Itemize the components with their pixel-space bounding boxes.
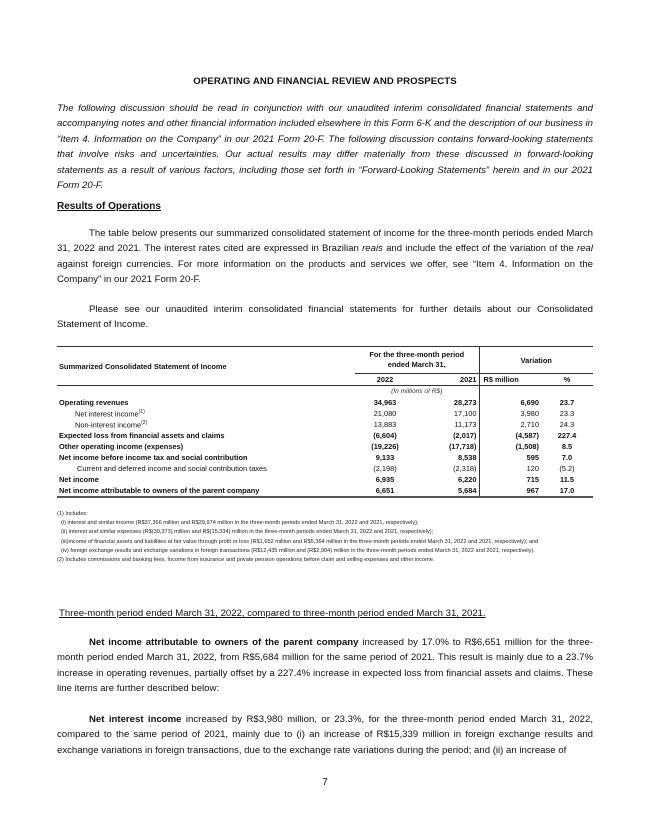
net-income-paragraph [57, 635, 593, 697]
text-run: increased by 17.0% to R$6,651 million for the three-month period ended March 31, 2022, from R$5,684 million for the same period of 2021. This result is mainly due to a 23.7% increase in operating revenues, partially offset by a 227.4% increase in expected loss from financial assets and claims. These line items are further described below: [57, 637, 593, 695]
row-label: Net income before income tax and social contribution [59, 453, 248, 462]
row-label-text: Net interest income [75, 409, 139, 419]
variation-value: 6,690 [479, 397, 541, 408]
value-2021: (2,017) [453, 431, 477, 440]
value-2021: 8,538 [458, 453, 477, 462]
table-footnotes [57, 510, 597, 565]
value-2021: 11,173 [454, 420, 477, 429]
net-interest-income-paragraph [57, 712, 593, 758]
value-2022: 9,133 [375, 453, 395, 462]
page-number: 7 [322, 777, 328, 788]
text-run: The table below presents our summarized consolidated statement of income for the three-month periods ended March 31, 2022 and 2021. The interest rates cited are expressed in Brazilian [57, 228, 593, 255]
variation-pct: 24.3 [559, 420, 575, 429]
row-label: Net income attributable to owners of the parent company [57, 485, 355, 497]
variation-pct: 17.0 [541, 485, 593, 497]
variation-value: 595 [479, 452, 541, 463]
value-2021: (2,318) [453, 464, 477, 473]
text-run: increased by R$3,980 million, or 23.3%, for the three-month period ended March 31, 2022, compared to the same period of 2021, mainly due to (i) an increase of R$15,339 million in foreign exchange results and exchange variations in foreign transactions, due to the exchange rate variations during the period; and (ii) an increase of [57, 714, 593, 756]
text-run: and include the effect of the variation of the [382, 243, 577, 255]
table-row [57, 441, 593, 452]
row-label: Expected loss from financial assets and claims [59, 431, 225, 440]
footnote-2: (2) Includes commissions and banking fees, Income from insurance and private pension operations before claim and selling expenses and other income. [57, 557, 435, 564]
value-2021: 28,273 [453, 398, 477, 407]
value-2022: 6,651 [355, 485, 415, 497]
value-2022: 34,963 [373, 398, 397, 407]
col-pct: % [541, 374, 593, 386]
value-2022: (19,226) [371, 442, 399, 451]
value-2022: (2,198) [373, 464, 397, 473]
variation-value: 3,980 [479, 408, 541, 419]
variation-value: 2,710 [479, 419, 541, 430]
table-row [57, 397, 593, 408]
italic-term: real [577, 243, 593, 255]
table-row [57, 408, 593, 419]
value-2021: 17,100 [453, 409, 477, 418]
value-2021: 5,684 [415, 485, 479, 497]
variation-value: 967 [479, 485, 541, 497]
footnote-1-iv: (iv) foreign exchange results and exchange variations in foreign transactions (R$12,435 million and (R$2,904) million in the three-month periods ended March 31, 2022 and 2021, respectively). [61, 547, 535, 554]
variation-value: 120 [479, 463, 541, 474]
row-label [57, 408, 355, 419]
footnote-1-ii: (ii) interest and similar expenses (R$(30,373) million and R$(15,334) million in the three-month periods ended March 31, 2022 and 2021, respectively); [61, 529, 434, 536]
row-header: Summarized Consolidated Statement of Income [57, 347, 355, 386]
variation-pct: 227.4 [557, 431, 577, 440]
footnote-ref: (2) [141, 419, 148, 426]
units-label: (In millions of R$) [391, 388, 443, 395]
variation-header: Variation [479, 347, 593, 374]
footnote-ref: (1) [138, 408, 145, 415]
table-row [57, 474, 593, 485]
results-paragraph-2: Please see our unaudited interim consolidated financial statements for further details about our Consolidated Statement of Income. [57, 304, 593, 331]
results-paragraph-1 [57, 226, 593, 288]
row-label [57, 419, 355, 430]
table-header-row [57, 347, 593, 374]
value-2021: (17,718) [448, 442, 477, 451]
row-label-text: Non-interest income [75, 420, 142, 430]
footnote-1-i: (i) interest and similar income (R$37,366 million and R$29,974 million in the three-month periods ended March 31, 2022 and 2021, respectively); [61, 520, 419, 527]
variation-value: 715 [479, 474, 541, 485]
value-2022: 6,935 [375, 475, 395, 484]
row-label: Operating revenues [59, 398, 129, 407]
row-label: Current and deferred income and social contribution taxes [77, 464, 267, 473]
units-row [57, 386, 593, 398]
page-title: OPERATING AND FINANCIAL REVIEW AND PROSPECTS [193, 76, 457, 87]
col-2021: 2021 [415, 374, 479, 386]
text-run: against foreign currencies. For more information on the products and services we offer, see “Item 4. Information on the Company” in our 2021 Form 20-F. [57, 258, 593, 286]
col-rs-million: R$ million [479, 374, 541, 386]
value-2021: 6,220 [458, 475, 477, 484]
table-row [57, 419, 593, 430]
value-2022: 13,883 [373, 420, 397, 429]
variation-pct: 11.5 [560, 475, 574, 484]
value-2022: (6,604) [373, 431, 397, 440]
row-label: Other operating income (expenses) [59, 442, 184, 451]
col-2022: 2022 [355, 374, 415, 386]
table-row [57, 485, 593, 497]
variation-pct: 7.0 [561, 453, 573, 462]
footnote-1-intro: (1) Includes: [57, 511, 88, 517]
row-label: Net income [59, 475, 99, 484]
table-row [57, 430, 593, 441]
table-row [57, 452, 593, 463]
table-row [57, 463, 593, 474]
variation-pct: (5.2) [559, 464, 575, 473]
section-heading-results: Results of Operations [57, 201, 161, 212]
bold-term: Net interest income [89, 714, 182, 725]
intro-paragraph: The following discussion should be read in conjunction with our unaudited interim consolidated financial statements and accompanying notes and other financial information included elsewhere in this Form 6-K and the description of our business in “Item 4. Information on the Company” in our 2021 Form 20-F. The following discussion contains forward-looking statements that involve risks and uncertainties. Our actual results may differ materially from these discussed in forward-looking statements as a result of various factors, including those set forth in “Forward-Looking Statements” herein and in our 2021 Form 20-F. [57, 103, 593, 192]
variation-pct: 23.3 [559, 409, 575, 418]
variation-pct: 8.5 [561, 442, 573, 451]
variation-value: (4,587) [479, 430, 541, 441]
income-statement-table [57, 346, 593, 498]
value-2022: 21,080 [373, 409, 397, 418]
period-header: For the three-month period ended March 31, [355, 347, 479, 374]
footnote-1-iii: (iii)income of financial assets and liabilities at fair value through profit or loss (R$1,652 million and R$5,364 million in the three-month periods ended March 31, 2022 and 2021, respectively); and [61, 538, 539, 545]
variation-pct: 23.7 [559, 398, 575, 407]
comparison-subheading: Three-month period ended March 31, 2022, compared to three-month period ended March 31, 2021. [59, 608, 486, 619]
bold-term: Net income attributable to owners of the parent company [89, 637, 359, 648]
variation-value: (1,508) [479, 441, 541, 452]
italic-term: reais [362, 243, 383, 255]
